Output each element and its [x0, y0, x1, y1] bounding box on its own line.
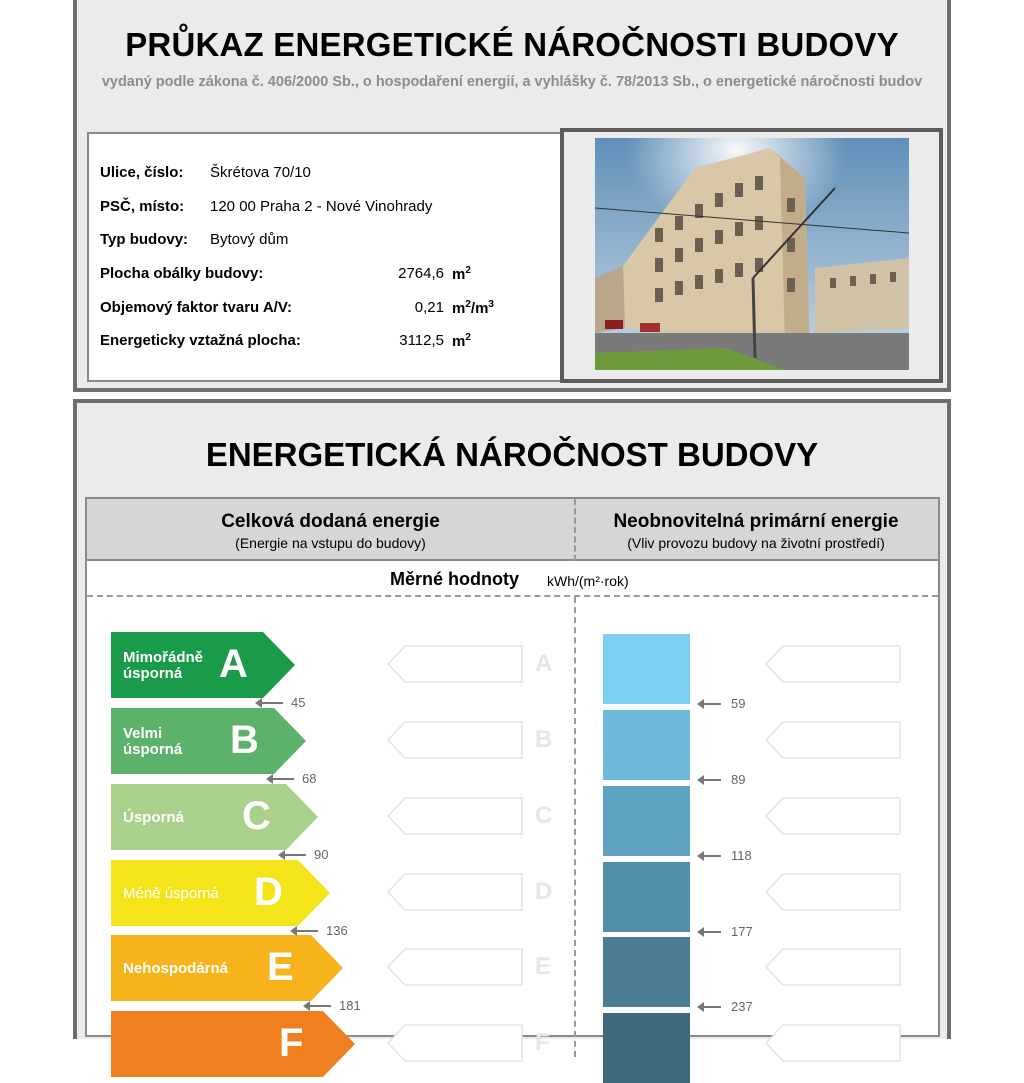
class-indicator-placeholder	[765, 1024, 903, 1069]
primary-class-bar-d	[603, 862, 690, 932]
primary-class-bar-e	[603, 937, 690, 1007]
building-photo	[595, 138, 909, 370]
av-label: Objemový faktor tvaru A/V:	[100, 299, 292, 316]
delivered-threshold-value: 45	[291, 695, 306, 710]
class-label: Velmi úsporná	[123, 725, 183, 758]
class-indicator-placeholder	[387, 721, 525, 766]
primary-energy-title: Neobnovitelná primární energie	[613, 511, 899, 532]
delivered-energy-subtitle: (Energie na vstupu do budovy)	[235, 535, 426, 551]
primary-class-bar-f	[603, 1013, 690, 1083]
building-info-box	[87, 132, 562, 382]
class-indicator-placeholder	[387, 873, 525, 918]
class-indicator-placeholder	[765, 721, 903, 766]
class-indicator-placeholder	[387, 1024, 525, 1069]
threshold-arrow	[703, 931, 721, 933]
delivered-threshold-value: 90	[314, 847, 329, 862]
class-band-d	[111, 860, 330, 926]
class-label: Nehospodárná	[123, 960, 229, 977]
class-band-f	[111, 1011, 355, 1077]
primary-threshold-value: 237	[731, 999, 753, 1014]
class-indicator-placeholder	[765, 948, 903, 993]
table-header-row	[87, 499, 938, 561]
type-label: Typ budovy:	[100, 231, 189, 248]
primary-threshold-value: 118	[731, 848, 752, 863]
threshold-arrow	[703, 779, 721, 781]
class-placeholder-letter: E	[535, 953, 552, 980]
delivered-threshold-value: 136	[326, 923, 348, 938]
class-letter: A	[219, 642, 248, 686]
primary-threshold-value: 89	[731, 772, 746, 787]
certificate-header-panel	[73, 0, 951, 392]
av-row	[100, 299, 560, 319]
delivered-threshold-value: 68	[302, 771, 317, 786]
threshold-arrow	[703, 855, 721, 857]
specific-values-label: Měrné hodnoty	[390, 569, 519, 589]
class-label: Úsporná	[123, 809, 184, 826]
city-value: 120 00 Praha 2 - Nové Vinohrady	[210, 198, 433, 215]
document-subtitle: vydaný podle zákona č. 406/2000 Sb., o hospodaření energií, a vyhlášky č. 78/2013 Sb., o energetické náročnosti budov	[101, 74, 923, 90]
envelope-value: 2764,6	[398, 265, 444, 282]
class-letter: C	[242, 794, 271, 838]
area-unit: $m^2$	[452, 332, 471, 350]
class-label: Méně úsporná	[123, 885, 219, 902]
threshold-arrow	[272, 778, 294, 780]
class-placeholder-letter: A	[535, 650, 553, 677]
street-label: Ulice, číslo:	[100, 164, 184, 181]
threshold-arrow	[309, 1005, 331, 1007]
class-indicator-placeholder	[765, 645, 903, 690]
av-unit: $m^2/m^3$	[452, 299, 494, 317]
class-band-c	[111, 784, 318, 850]
street-row	[100, 164, 560, 184]
area-row	[100, 332, 560, 352]
threshold-arrow	[703, 703, 721, 705]
class-letter: D	[254, 870, 283, 914]
class-label: Mimořádně úsporná	[123, 649, 204, 682]
av-value: 0,21	[414, 299, 444, 316]
threshold-arrow	[703, 1006, 721, 1008]
primary-class-bar-a	[603, 634, 690, 704]
class-band-e	[111, 935, 343, 1001]
street-value: Škrétova 70/10	[210, 164, 311, 181]
threshold-arrow	[284, 854, 306, 856]
threshold-arrow	[261, 702, 283, 704]
class-placeholder-letter: C	[535, 802, 553, 829]
city-label: PSČ, místo:	[100, 198, 185, 215]
class-placeholder-letter: F	[535, 1029, 550, 1056]
building-photo-frame	[560, 128, 943, 383]
column-divider	[574, 597, 576, 1057]
class-letter: E	[267, 945, 294, 989]
class-indicator-placeholder	[765, 797, 903, 842]
type-row	[100, 231, 560, 251]
area-value: 3112,5	[399, 332, 444, 349]
energy-section-title: ENERGETICKÁ NÁROČNOST BUDOVY	[205, 436, 819, 473]
primary-class-bar-c	[603, 786, 690, 856]
area-label: Energeticky vztažná plocha:	[100, 332, 301, 349]
primary-class-bar-b	[603, 710, 690, 780]
delivered-energy-header	[87, 499, 574, 559]
class-indicator-placeholder	[387, 797, 525, 842]
class-placeholder-letter: D	[535, 878, 553, 905]
primary-threshold-value: 177	[731, 924, 753, 939]
class-band-b	[111, 708, 306, 774]
delivered-threshold-value: 181	[339, 998, 361, 1013]
class-band-a	[111, 632, 295, 698]
delivered-energy-title: Celková dodaná energie	[221, 511, 440, 532]
class-placeholder-letter: B	[535, 726, 553, 753]
envelope-unit: $m^2$	[452, 265, 471, 283]
primary-energy-header	[574, 499, 938, 559]
document-title: PRŮKAZ ENERGETICKÉ NÁROČNOSTI BUDOVY	[125, 26, 899, 63]
class-letter: F	[279, 1021, 304, 1065]
primary-energy-subtitle: (Vliv provozu budovy na životní prostředí)	[627, 535, 885, 551]
class-indicator-placeholder	[387, 645, 525, 690]
envelope-row	[100, 265, 560, 285]
class-letter: B	[230, 718, 259, 762]
specific-values-row	[87, 561, 938, 597]
specific-values-unit: kWh/(m²·rok)	[547, 573, 629, 589]
primary-threshold-value: 59	[731, 696, 746, 711]
envelope-label: Plocha obálky budovy:	[100, 265, 264, 282]
class-indicator-placeholder	[387, 948, 525, 993]
class-indicator-placeholder	[765, 873, 903, 918]
type-value: Bytový dům	[210, 231, 289, 248]
threshold-arrow	[296, 930, 318, 932]
city-row	[100, 198, 560, 218]
